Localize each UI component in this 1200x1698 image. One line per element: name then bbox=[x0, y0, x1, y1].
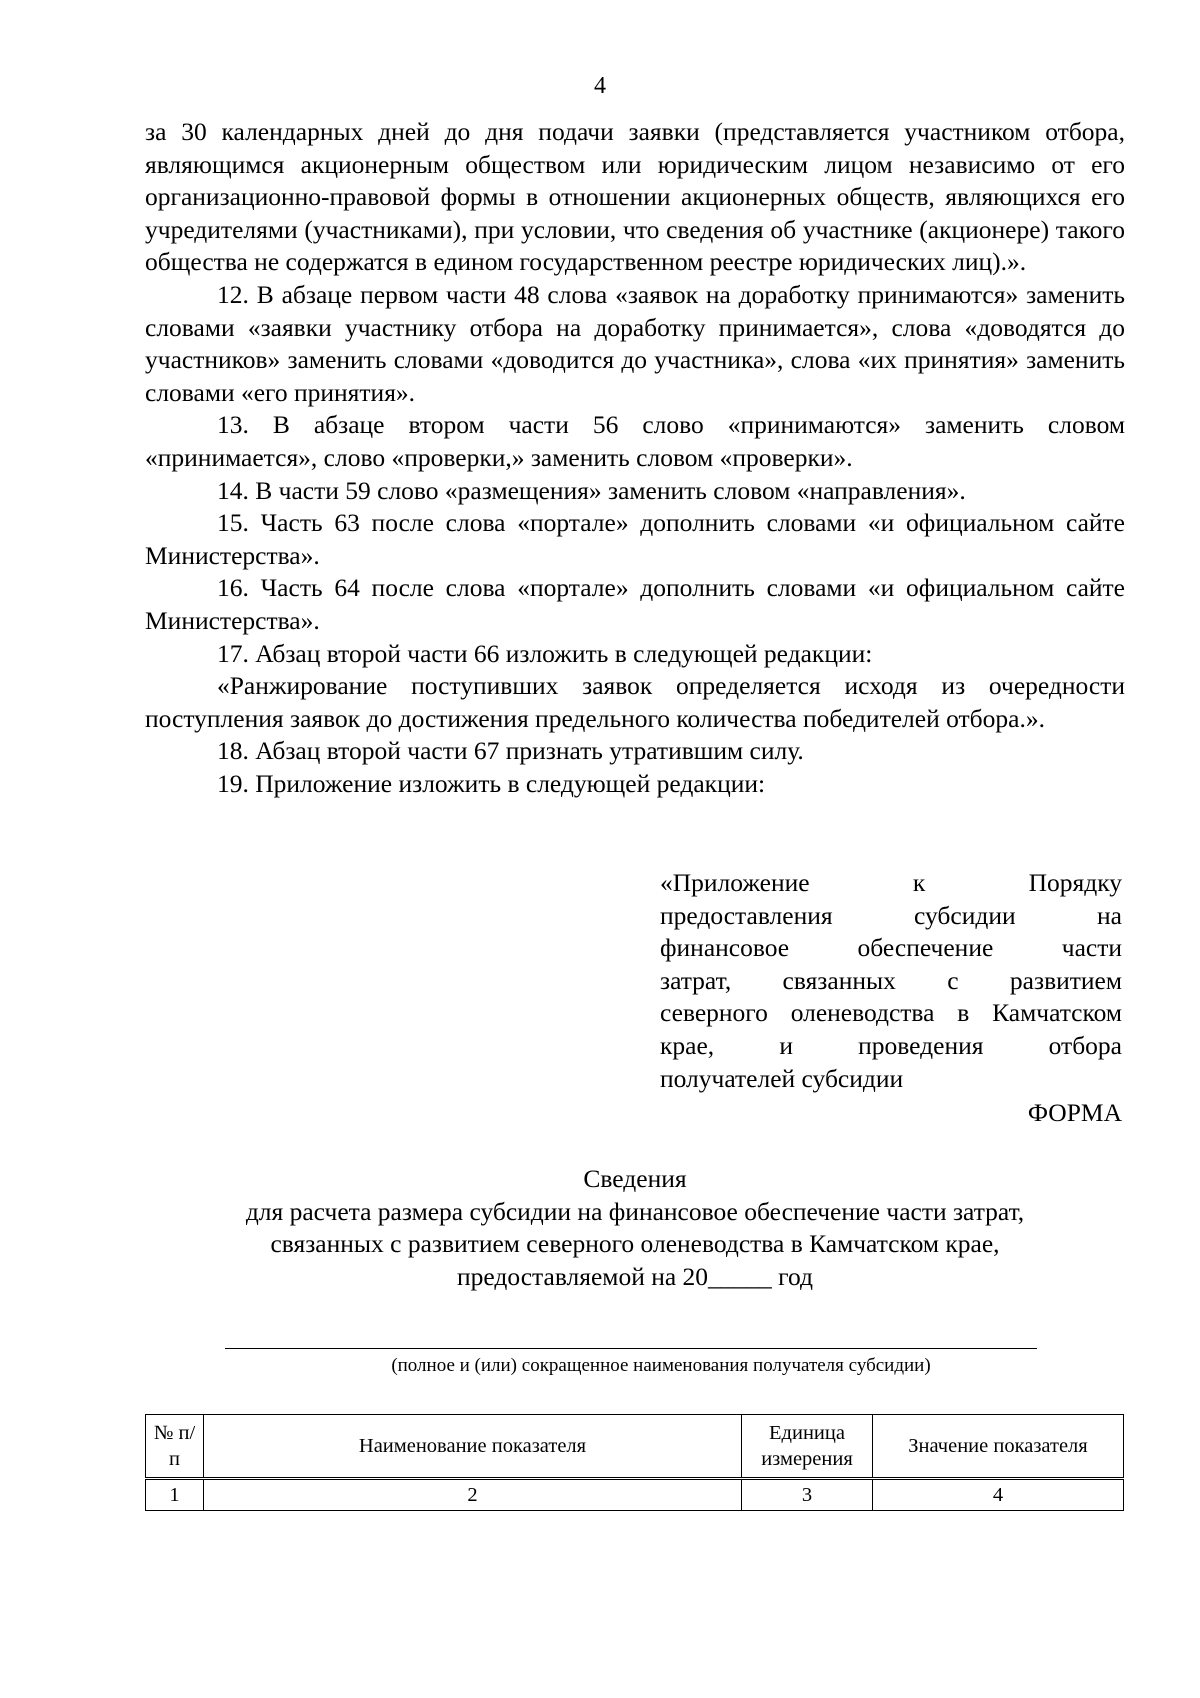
recipient-caption: (полное и (или) сокращенное наименования получателя субсидии) bbox=[391, 1355, 931, 1376]
amendment-text bbox=[145, 116, 1125, 800]
appendix-line: затрат, связанных с развитием bbox=[660, 965, 1122, 995]
appendix-line: северного оленеводства в Камчатском bbox=[660, 998, 1122, 1028]
table-cell: 2 bbox=[204, 1479, 742, 1511]
form-title: Сведения bbox=[583, 1164, 687, 1193]
paragraph: 17. Абзац второй части 66 изложить в следующей редакции: bbox=[217, 638, 873, 668]
paragraph: 12. В абзаце первом части 48 слова «заявок на доработку принимаются» заменить словами «заявки участнику отбора на доработку принимается», слова «доводятся до участников» заменить словами «доводится до участника», слова «их принятия» заменить словами «его принятия». bbox=[145, 279, 1125, 407]
column-header-unit: Единица измерения bbox=[742, 1415, 873, 1479]
appendix-line: предоставления субсидии на bbox=[660, 900, 1122, 930]
column-header-number: № п/п bbox=[146, 1415, 204, 1479]
appendix-caption bbox=[660, 867, 1122, 1095]
appendix-line: «Приложение к Порядку bbox=[660, 868, 1122, 897]
table-cell: 1 bbox=[146, 1479, 204, 1511]
form-subtitle-line: для расчета размера субсидии на финансовое обеспечение части затрат, bbox=[245, 1196, 1025, 1226]
table-cell: 3 bbox=[742, 1479, 873, 1511]
table-cell: 4 bbox=[873, 1479, 1124, 1511]
column-header-value: Значение показателя bbox=[873, 1415, 1124, 1479]
table-header-row bbox=[146, 1415, 1124, 1479]
paragraph: 19. Приложение изложить в следующей редакции: bbox=[217, 768, 766, 798]
paragraph: «Ранжирование поступивших заявок определяется исходя из очередности поступления заявок до достижения предельного количества победителей отбора.». bbox=[145, 671, 1125, 733]
paragraph: за 30 календарных дней до дня подачи заявки (представляется участником отбора, являющимся акционерным обществом или юридическим лицом независимо от его организационно-правовой формы в отношении акционерных обществ, являющихся его учредителями (участниками), при условии, что сведения об участнике (акционере) такого общества не содержатся в едином государственном реестре юридических лиц).». bbox=[145, 117, 1125, 277]
table-row bbox=[146, 1479, 1124, 1511]
column-header-indicator-name: Наименование показателя bbox=[204, 1415, 742, 1479]
appendix-line: получателей субсидии bbox=[660, 1063, 904, 1093]
appendix-line: крае, и проведения отбора bbox=[660, 1030, 1122, 1060]
form-subtitle-line: предоставляемой на 20_____ год bbox=[457, 1261, 813, 1291]
paragraph: 15. Часть 63 после слова «портале» дополнить словами «и официальном сайте Министерства». bbox=[145, 508, 1125, 570]
recipient-name-line bbox=[225, 1348, 1037, 1349]
form-heading bbox=[145, 1163, 1125, 1293]
paragraph: 16. Часть 64 после слова «портале» дополнить словами «и официальном сайте Министерства». bbox=[145, 573, 1125, 635]
paragraph: 13. В абзаце втором части 56 слово «принимаются» заменить словом «принимается», слово «проверки,» заменить словом «проверки». bbox=[145, 410, 1125, 472]
indicators-table bbox=[145, 1414, 1124, 1511]
appendix-line: финансовое обеспечение части bbox=[660, 933, 1122, 963]
page-number: 4 bbox=[594, 73, 606, 99]
paragraph: 18. Абзац второй части 67 признать утратившим силу. bbox=[217, 736, 804, 766]
paragraph: 14. В части 59 слово «размещения» заменить словом «направления». bbox=[217, 475, 966, 505]
form-label: ФОРМА bbox=[1027, 1098, 1122, 1127]
form-subtitle-line: связанных с развитием северного оленеводства в Камчатском крае, bbox=[270, 1229, 1000, 1259]
